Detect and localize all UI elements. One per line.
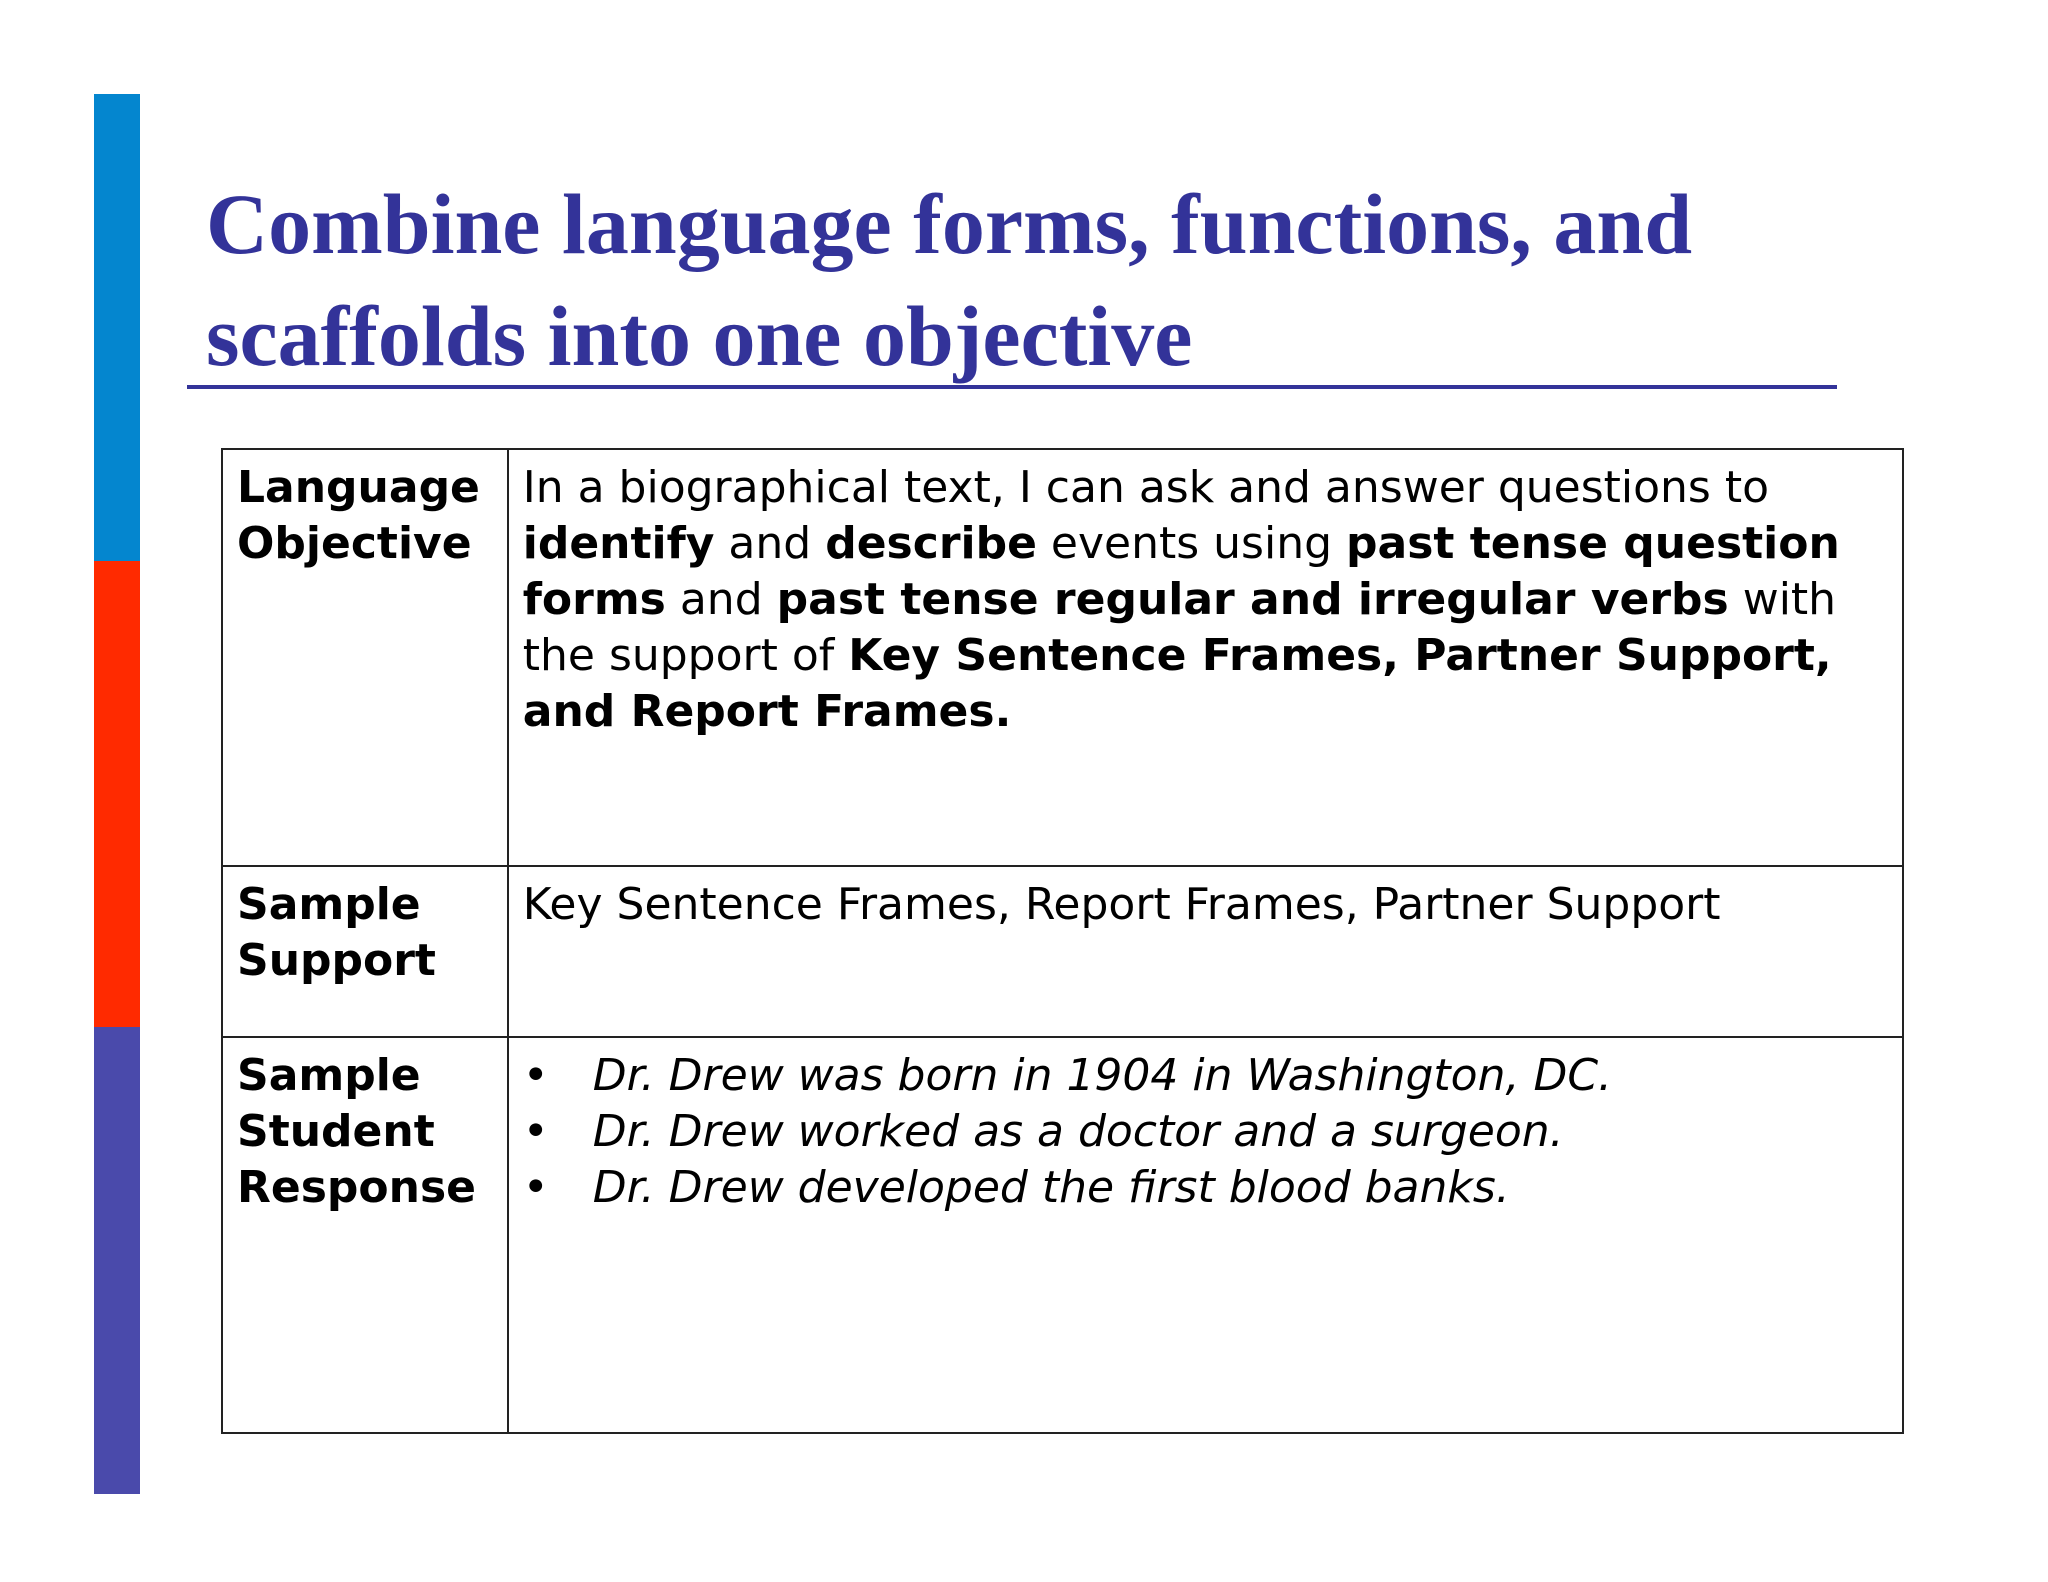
slide-title: Combine language forms, functions, and scaffolds into one objective [206,176,1693,384]
objective-text-segment: events using [1036,518,1346,569]
objective-text-segment: and [714,518,826,569]
response-text: Dr. Drew was born in 1904 in Washington, DC. [592,1050,1613,1101]
bullet-icon: • [522,1106,549,1157]
objective-keyword-describe: describe [825,518,1037,569]
accent-bar-red [94,561,140,1027]
table-row-sample-support [222,866,1903,1037]
bullet-icon: • [522,1050,549,1101]
response-list [523,1048,1888,1216]
language-objective-label: Language Objective [222,449,508,866]
sample-support-text: Key Sentence Frames, Report Frames, Partner Support [508,866,1903,1037]
title-underline [187,385,1837,389]
list-item [523,1160,1888,1216]
objective-text-segment: and [665,574,777,625]
list-item [523,1104,1888,1160]
sample-support-label: Sample Support [222,866,508,1037]
objective-keyword-question-forms: past tense question forms [522,518,1840,625]
accent-bar-blue [94,94,140,561]
objective-table [221,448,1904,1434]
objective-keyword-identify: identify [522,518,715,569]
language-objective-text [508,449,1903,866]
objective-text-segment: with the support of [522,574,1837,681]
objective-text-segment: In a biographical text, I can ask and answer questions to [522,462,1770,513]
table-row-language-objective [222,449,1903,866]
accent-bar-indigo [94,1027,140,1494]
objective-keyword-supports: Key Sentence Frames, Partner Support, and Report Frames. [522,630,1832,737]
table-row-sample-response [222,1037,1903,1433]
bullet-icon: • [522,1162,549,1213]
response-text: Dr. Drew developed the first blood banks. [592,1162,1510,1213]
response-text: Dr. Drew worked as a doctor and a surgeon. [592,1106,1564,1157]
sample-response-label: Sample Student Response [222,1037,508,1433]
sample-response-cell [508,1037,1903,1433]
objective-keyword-verbs: past tense regular and irregular verbs [776,574,1729,625]
list-item [523,1048,1888,1104]
